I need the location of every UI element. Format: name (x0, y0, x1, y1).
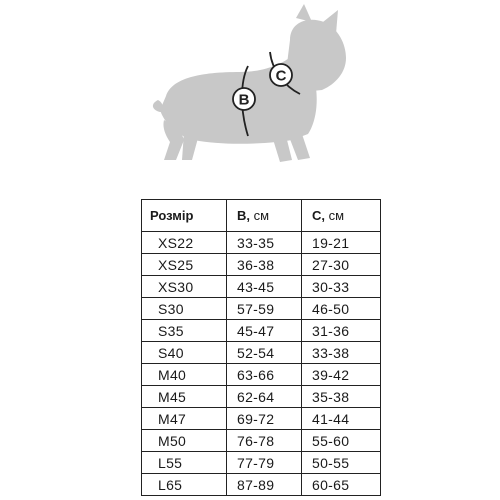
cell-b: 87-89 (227, 474, 302, 496)
dog-silhouette (153, 4, 346, 162)
table-row (142, 342, 381, 364)
cell-c: 19-21 (302, 232, 381, 254)
cell-b: 77-79 (227, 452, 302, 474)
cell-b: 63-66 (227, 364, 302, 386)
header-size: Розмір (142, 200, 227, 232)
header-b-unit: см (250, 208, 270, 223)
cell-c: 33-38 (302, 342, 381, 364)
cell-size: S30 (142, 298, 227, 320)
marker-c (270, 64, 292, 86)
cell-c: 55-60 (302, 430, 381, 452)
cell-b: 45-47 (227, 320, 302, 342)
header-c (302, 200, 381, 232)
cell-c: 31-36 (302, 320, 381, 342)
cell-c: 50-55 (302, 452, 381, 474)
cell-size: S35 (142, 320, 227, 342)
cell-size: L55 (142, 452, 227, 474)
cell-size: XS30 (142, 276, 227, 298)
header-b (227, 200, 302, 232)
cell-c: 41-44 (302, 408, 381, 430)
cell-b: 43-45 (227, 276, 302, 298)
cell-b: 69-72 (227, 408, 302, 430)
cell-c: 60-65 (302, 474, 381, 496)
cell-size: M40 (142, 364, 227, 386)
cell-c: 27-30 (302, 254, 381, 276)
table-row (142, 408, 381, 430)
table-row (142, 320, 381, 342)
cell-b: 36-38 (227, 254, 302, 276)
cell-b: 33-35 (227, 232, 302, 254)
dog-silhouette-diagram (140, 0, 360, 175)
marker-c-label: C (275, 67, 287, 85)
table-row (142, 364, 381, 386)
table-row (142, 474, 381, 496)
cell-b: 62-64 (227, 386, 302, 408)
table-row (142, 452, 381, 474)
table-row (142, 254, 381, 276)
header-b-letter: B, (237, 208, 250, 223)
table-row (142, 386, 381, 408)
marker-b-label: B (238, 91, 250, 109)
cell-size: M47 (142, 408, 227, 430)
header-c-letter: C, (312, 208, 325, 223)
cell-size: XS25 (142, 254, 227, 276)
table-row (142, 430, 381, 452)
cell-c: 39-42 (302, 364, 381, 386)
table-header-row (142, 200, 381, 232)
header-c-unit: см (325, 208, 345, 223)
cell-size: L65 (142, 474, 227, 496)
cell-c: 30-33 (302, 276, 381, 298)
table-row (142, 276, 381, 298)
cell-b: 76-78 (227, 430, 302, 452)
table-row (142, 298, 381, 320)
cell-size: XS22 (142, 232, 227, 254)
marker-b (233, 88, 255, 110)
cell-c: 46-50 (302, 298, 381, 320)
size-chart-table (141, 199, 381, 496)
cell-b: 52-54 (227, 342, 302, 364)
table-row (142, 232, 381, 254)
cell-c: 35-38 (302, 386, 381, 408)
cell-size: M45 (142, 386, 227, 408)
cell-size: M50 (142, 430, 227, 452)
cell-size: S40 (142, 342, 227, 364)
cell-b: 57-59 (227, 298, 302, 320)
